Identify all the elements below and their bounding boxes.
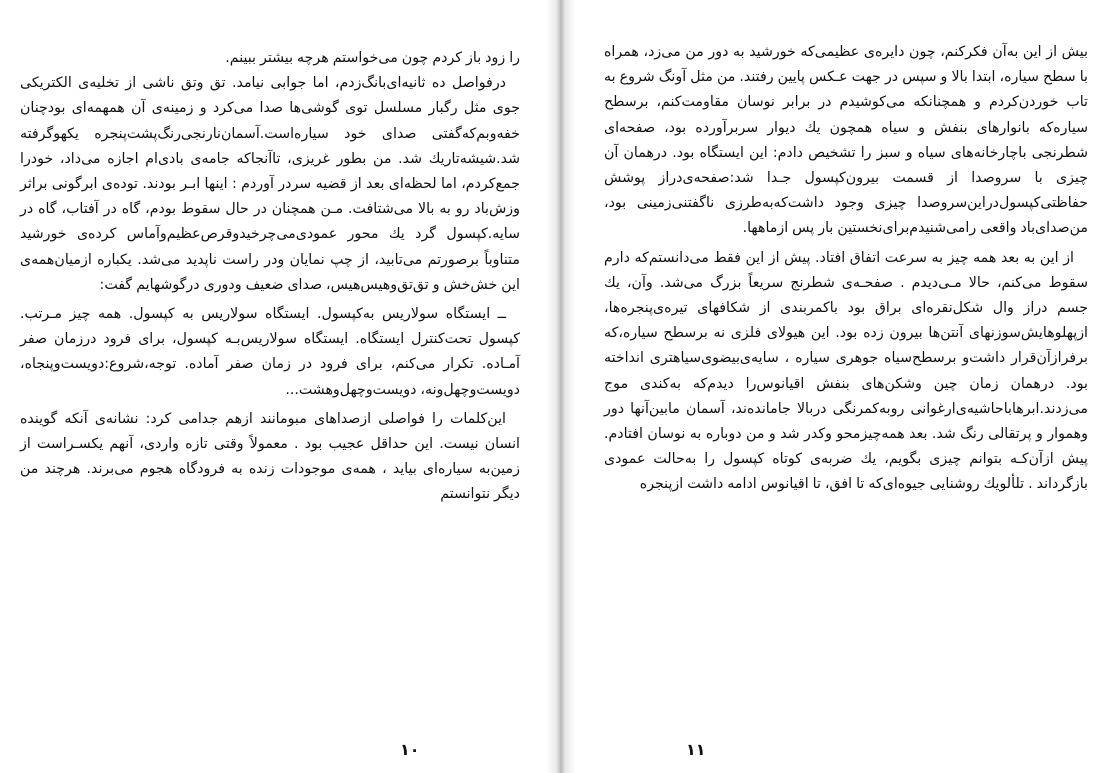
right-paragraph-1: بیش از این به‌آن فکرکنم، چون دایره‌ی عظیمی‌که خورشید به دور من می‌زد، همراه با سطح سیاره، ابتدا بالا و سپس در جهت عـکس پایین رفتند. من مثل آونگ شروع به تاب خوردن‌کردم و همچنانکه می‌کوشیدم در برابر نوسان مقاومت‌کنم، برسطح سیاره‌که بانوارهای بنفش و سیاه همچون یك دیوار سربرآورده بود، صفحه‌ای شطرنجی باچارخانه‌های سیاه و سبز را تشخیص دادم: این ایستگاه بود. درهمان آن چیزی با سروصدا از قسمت بیرون‌کپسول جـدا شد:صفحه‌ی‌دراز پوشش حفاظتی‌کپسول‌دراین‌سروصدا چیزی وجود داشت‌که‌به‌طرزی ناگفتنی‌زمینی بود، من‌صدای‌باد واقعی رامی‌شنیدم‌برای‌نخستین بار پس ازماهها.	[604, 44, 1088, 237]
page-number-right: ۱۱	[686, 740, 706, 759]
left-paragraph-4: این‌کلمات را فواصلی ازصداهای مبومانند ازهم جدامی کرد: نشانه‌ی آنکه گوینده انسان نیست. این حداقل عجیب بود . معمولاً وقتی تازه واردی، آنهم یکسـراست از زمین‌به سیاره‌ای بیاید ، همه‌ی موجودات زنده به فرودگاه هجوم می‌برند. هرچند من دیگر نتوانستم	[20, 410, 520, 503]
right-page	[576, 0, 1118, 773]
left-paragraph-2: درفواصل ده ثانیه‌ای‌بانگ‌زدم، اما جوابی نیامد. تق وتق ناشی از تخلیه‌ی الکتریکی جوی مثل رگبار مسلسل توی گوشی‌ها صدا می‌کرد و زمینه‌ی آن همهمه‌ای بودچنان خفه‌وبم‌که‌گفتی صدای خود سیاره‌است.آسمان‌نارنجی‌رنگ‌پشت‌پنجره یکهوگرفته شد.شیشه‌تاریك شد. من بطور غریزی، تاآنجاکه جامه‌ی بادی‌ام اجازه می‌داد، خودرا جمع‌کردم، اما لحظه‌ای بعد از قضیه سردر آوردم : اینها ابـر بودند. توده‌ی ابرگونی براثر وزش‌باد رو به بالا می‌شتافت. مـن همچنان در حال سقوط بودم، گاه در آفتاب، گاه در سایه.کپسول گرد یك محور عمودی‌می‌چرخیدوقرص‌عظیم‌وآماس کرده‌ی خورشید متناوباً برصورتم می‌تابید، از چپ نمایان ودر راست ناپدید می‌شد. یکباره ازمیان‌همه‌ی این خش‌خش و تق‌تق‌وهیس‌هیس، صدای ضعیف ودوری درگوشهایم گفت:	[20, 75, 520, 293]
book-gutter	[546, 0, 576, 773]
page-number-left: ۱۰	[400, 740, 420, 759]
left-paragraph-1: را زود باز کردم چون می‌خواستم هرچه بیشتر ببینم.	[225, 50, 520, 66]
left-paragraph-3: ــ ایستگاه سولاریس به‌کپسول. ایستگاه سولاریس به کپسول. همه چیز مـرتب. کپسول تحت‌کنترل ایستگاه. ایستگاه سولاریس‌بـه کپسول، برای فرود درزمان صفر آمـاده. تکرار می‌کنم، برای فرود در زمان صفر آماده. توجه،شروع:دویست‌وپنجاه، دویست‌وچهل‌ونه، دویست‌وچهل‌وهشت...	[20, 306, 520, 398]
left-page	[0, 0, 546, 773]
right-paragraph-2: از این به بعد همه چیز به سرعت اتفاق افتاد. پیش از این فقط می‌دانستم‌که دارم سقوط می‌کنم، حالا مـی‌دیدم . صفحـه‌ی شطرنج سریعاً بزرگ می‌شد. وآن، یك جسم دراز وال شکل‌نقره‌ای براق بود باکمربندی از شکافهای تیره‌ی‌پنجره‌ها، ازپهلوهایش‌سوزنهای آنتن‌ها بیرون زده بود. این هیولای فلزی نه برسطح سیاره،که برفرازآن‌قرار داشت‌و برسطح‌سیاه جوهری سیاره ، سایه‌ی‌بیضوی‌سیاهتری انداخته بود. درهمان زمان چین وشکن‌های بنفش اقیانوس‌را دیدم‌که به‌کندی موج می‌زدند.ابرها‌باحاشیه‌ی‌ارغوانی روبه‌کمرنگی دربالا جامانده‌ند، آسمان مابین‌آنها دور وهموار و پرتقالی رنگ شد. بعد همه‌چیزمحو وکدر شد و من دوباره به نوسان افتادم. پیش ازآن‌کـه بتوانم چیزی بگویم، یك ضربه‌ی کوتاه کپسول را به‌حالت عمودی بازگرداند . تلألویك روشنایی جیوه‌ای‌که تا افق، تا اقیانوس ادامه داشت ازپنجره	[604, 249, 1088, 493]
